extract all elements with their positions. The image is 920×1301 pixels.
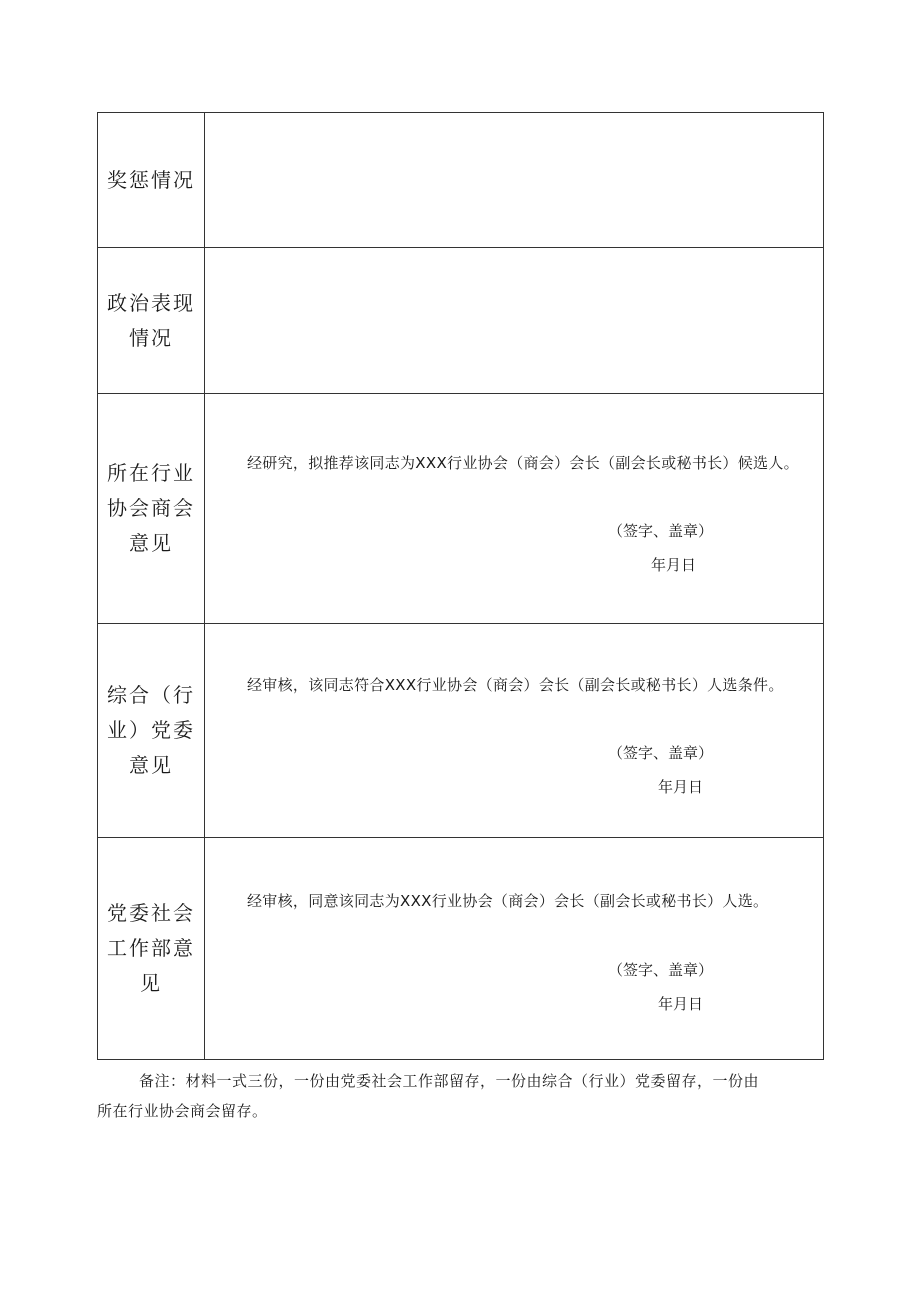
party-committee-label-line1: 综合（行 — [107, 683, 195, 707]
association-opinion — [205, 450, 823, 476]
political-label-line1: 政治表现 — [107, 290, 195, 315]
recommendation-form-table — [97, 112, 824, 1060]
association-content[interactable] — [205, 394, 824, 624]
footnote — [97, 1066, 824, 1126]
party-committee-opinion-text: 经审核，该同志符合XXX行业协会（商会）会长（副会长或秘书长）人选条件。 — [247, 676, 784, 694]
social-work-dept-label-line2: 工作部意 — [107, 936, 195, 960]
association-date: 年月日 — [651, 556, 697, 574]
social-work-dept-signature: （签字、盖章） — [608, 961, 714, 979]
association-opinion-text: 经研究，拟推荐该同志为XXX行业协会（商会）会长（副会长或秘书长）候选人。 — [247, 454, 799, 472]
political-row — [98, 248, 824, 394]
footnote-line2: 所在行业协会商会留存。 — [97, 1102, 268, 1120]
social-work-dept-opinion-text: 经审核，同意该同志为XXX行业协会（商会）会长（副会长或秘书长）人选。 — [247, 892, 769, 910]
political-label-line2: 情况 — [129, 325, 173, 350]
association-label-line2: 协会商会 — [107, 496, 195, 520]
party-committee-signature: （签字、盖章） — [608, 744, 714, 762]
party-committee-content[interactable] — [205, 624, 824, 838]
party-committee-label — [98, 624, 205, 838]
footnote-line1: 备注：材料一式三份，一份由党委社会工作部留存，一份由综合（行业）党委留存，一份由 — [139, 1072, 760, 1090]
awards-content[interactable] — [205, 113, 824, 248]
association-row — [98, 394, 824, 624]
association-label-line3: 意见 — [129, 531, 173, 555]
political-label — [98, 248, 205, 394]
social-work-dept-label — [98, 838, 205, 1060]
party-committee-label-line3: 意见 — [129, 753, 173, 777]
social-work-dept-label-line3: 见 — [140, 971, 162, 995]
party-committee-row — [98, 624, 824, 838]
association-signature: （签字、盖章） — [608, 522, 714, 540]
awards-label-text: 奖惩情况 — [107, 167, 195, 192]
association-label — [98, 394, 205, 624]
social-work-dept-label-line1: 党委社会 — [107, 901, 195, 925]
social-work-dept-row — [98, 838, 824, 1060]
awards-label — [98, 113, 205, 248]
awards-row — [98, 113, 824, 248]
party-committee-label-line2: 业）党委 — [107, 718, 195, 742]
social-work-dept-content[interactable] — [205, 838, 824, 1060]
political-content[interactable] — [205, 248, 824, 394]
party-committee-opinion — [205, 672, 823, 698]
association-label-line1: 所在行业 — [107, 461, 195, 485]
social-work-dept-opinion — [205, 888, 823, 914]
social-work-dept-date: 年月日 — [658, 995, 704, 1013]
party-committee-date: 年月日 — [658, 778, 704, 796]
